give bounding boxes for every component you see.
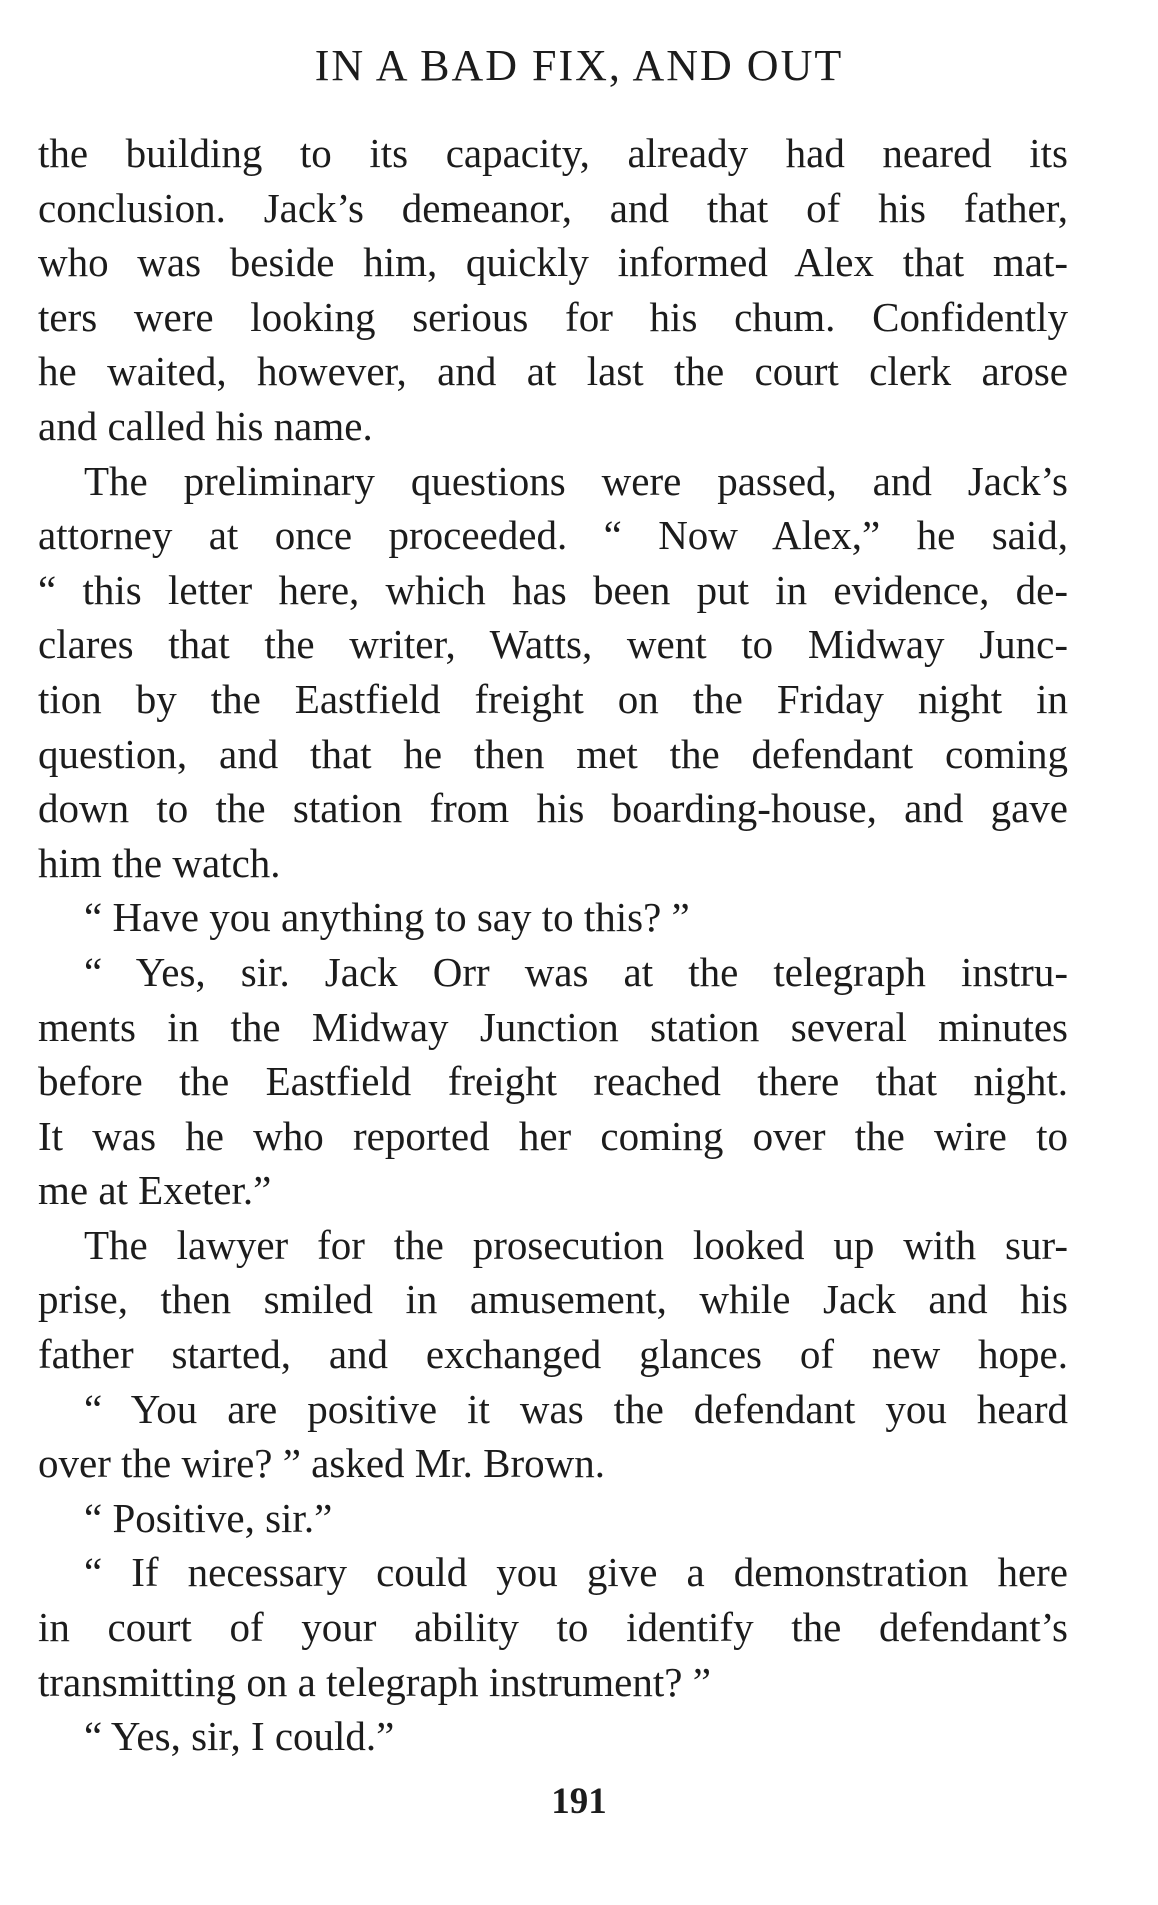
- text-line: “ Positive, sir.”: [84, 1494, 333, 1541]
- text-line: him the watch.: [38, 839, 281, 886]
- text-line: and called his name.: [38, 402, 373, 449]
- text-line: “ You are positive it was the defendant you heard: [84, 1385, 1068, 1432]
- text-line: It was he who reported her coming over the wire to: [38, 1112, 1068, 1159]
- text-line: over the wire? ” asked Mr. Brown.: [38, 1440, 605, 1487]
- text-line: “ this letter here, which has been put in evidence, de-: [38, 566, 1068, 613]
- text-line: The lawyer for the prosecution looked up with sur-: [84, 1221, 1068, 1268]
- text-line: The preliminary questions were passed, and Jack’s: [84, 457, 1068, 504]
- text-line: conclusion. Jack’s demeanor, and that of his father,: [38, 184, 1068, 231]
- text-line: ters were looking serious for his chum. Confidently: [38, 293, 1068, 340]
- text-line: who was beside him, quickly informed Alex that mat-: [38, 239, 1068, 286]
- text-line: tion by the Eastfield freight on the Friday night in: [38, 675, 1068, 722]
- text-line: in court of your ability to identify the defendant’s: [38, 1604, 1068, 1651]
- body-text: [38, 126, 1068, 1764]
- text-line: “ Have you anything to say to this? ”: [84, 894, 690, 941]
- text-line: “ Yes, sir. Jack Orr was at the telegraph instru-: [84, 948, 1068, 995]
- text-line: question, and that he then met the defendant coming: [38, 730, 1068, 777]
- running-head: IN A BAD FIX, AND OUT: [314, 41, 844, 90]
- text-line: attorney at once proceeded. “ Now Alex,” he said,: [38, 512, 1068, 559]
- page-number: 191: [551, 1781, 607, 1822]
- text-line: he waited, however, and at last the court clerk arose: [38, 348, 1068, 395]
- text-line: “ Yes, sir, I could.”: [84, 1713, 395, 1760]
- text-line: me at Exeter.”: [38, 1167, 272, 1214]
- text-line: ments in the Midway Junction station several minutes: [38, 1003, 1068, 1050]
- text-line: prise, then smiled in amusement, while Jack and his: [38, 1276, 1068, 1323]
- text-line: down to the station from his boarding-house, and gave: [38, 785, 1068, 832]
- text-line: father started, and exchanged glances of new hope.: [38, 1331, 1068, 1378]
- text-line: clares that the writer, Watts, went to Midway Junc-: [38, 621, 1068, 668]
- text-line: transmitting on a telegraph instrument? ”: [38, 1658, 711, 1705]
- text-line: “ If necessary could you give a demonstration here: [84, 1549, 1068, 1596]
- text-line: before the Eastfield freight reached there that night.: [38, 1058, 1068, 1105]
- text-line: the building to its capacity, already had neared its: [38, 130, 1068, 176]
